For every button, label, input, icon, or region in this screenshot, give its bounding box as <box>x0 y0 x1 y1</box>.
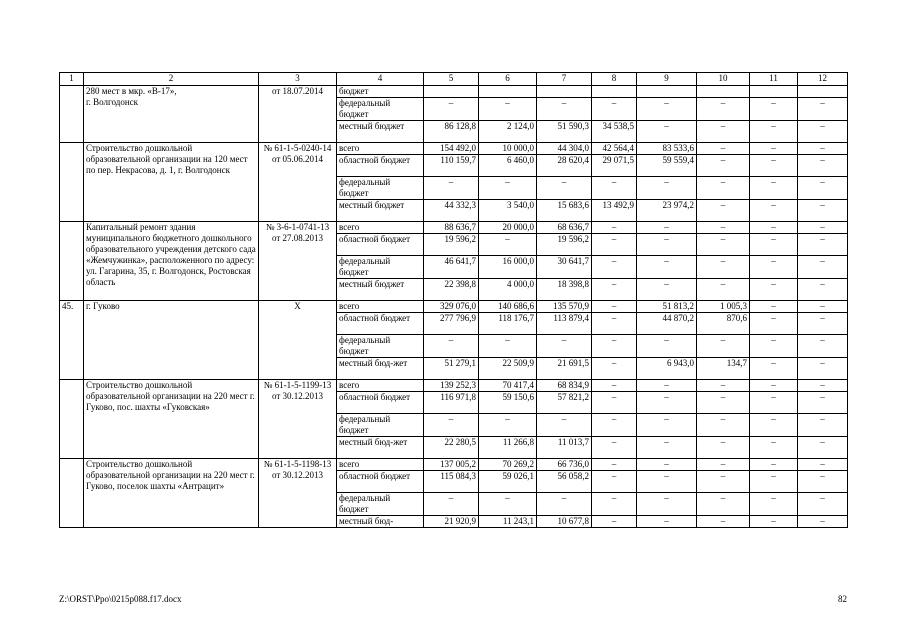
value-cell: 139 252,3 <box>424 380 479 392</box>
value-cell: – <box>750 279 798 301</box>
header-cell: 9 <box>637 73 697 86</box>
value-cell: 46 641,7 <box>424 256 479 279</box>
funding-source-cell: всего <box>337 143 424 155</box>
value-cell <box>479 86 537 98</box>
value-cell: – <box>637 437 697 459</box>
header-cell: 5 <box>424 73 479 86</box>
value-cell: – <box>697 414 750 437</box>
header-cell: 12 <box>798 73 848 86</box>
value-cell: – <box>637 279 697 301</box>
value-cell: 57 821,2 <box>537 392 592 414</box>
row-number-cell <box>60 222 84 301</box>
funding-source-cell: местный бюджет <box>337 279 424 301</box>
value-cell: – <box>697 516 750 528</box>
funding-source-cell: местный бюд-жет <box>337 437 424 459</box>
value-cell: – <box>637 493 697 516</box>
value-cell: – <box>592 234 637 256</box>
value-cell: 88 636,7 <box>424 222 479 234</box>
value-cell: – <box>537 493 592 516</box>
value-cell: – <box>750 98 798 121</box>
value-cell: – <box>798 155 848 177</box>
value-cell: 59 150,6 <box>479 392 537 414</box>
value-cell: 29 071,5 <box>592 155 637 177</box>
value-cell: 44 304,0 <box>537 143 592 155</box>
object-name-cell: Строительство дошкольной образовательной организации на 220 мест г. Гуково, пос. шахты «Гуковская» <box>84 380 259 459</box>
value-cell: – <box>592 301 637 313</box>
header-cell: 6 <box>479 73 537 86</box>
value-cell: – <box>592 335 637 358</box>
value-cell: – <box>637 414 697 437</box>
value-cell: – <box>637 459 697 471</box>
value-cell: – <box>697 256 750 279</box>
value-cell: – <box>637 335 697 358</box>
value-cell: – <box>637 471 697 493</box>
value-cell: 20 000,0 <box>479 222 537 234</box>
value-cell: 15 683,6 <box>537 200 592 222</box>
value-cell: 44 332,3 <box>424 200 479 222</box>
value-cell: – <box>697 155 750 177</box>
value-cell: – <box>798 414 848 437</box>
document-ref-cell: X <box>259 301 337 380</box>
value-cell: – <box>479 177 537 200</box>
value-cell: 116 971,8 <box>424 392 479 414</box>
value-cell: 19 596,2 <box>424 234 479 256</box>
funding-source-cell: федеральный бюджет <box>337 335 424 358</box>
value-cell: – <box>750 471 798 493</box>
value-cell: – <box>697 437 750 459</box>
funding-source-cell: бюджет <box>337 86 424 98</box>
value-cell: – <box>798 313 848 335</box>
value-cell: – <box>750 313 798 335</box>
funding-source-cell: местный бюджет <box>337 200 424 222</box>
document-ref-cell: № 61-1-5-1198-13 от 30.12.2013 <box>259 459 337 528</box>
funding-source-cell: местный бюджет <box>337 121 424 143</box>
value-cell: – <box>697 380 750 392</box>
value-cell: – <box>750 222 798 234</box>
value-cell: – <box>750 234 798 256</box>
funding-source-cell: федеральный бюджет <box>337 98 424 121</box>
funding-source-cell: областной бюджет <box>337 471 424 493</box>
value-cell: – <box>750 358 798 380</box>
table-row <box>60 380 848 392</box>
value-cell: – <box>697 121 750 143</box>
value-cell: – <box>424 335 479 358</box>
value-cell: 56 058,2 <box>537 471 592 493</box>
object-name-cell: Строительство дошкольной образовательной организации на 220 мест г. Гуково, поселок шахты «Антрацит» <box>84 459 259 528</box>
value-cell: 22 398,8 <box>424 279 479 301</box>
value-cell: – <box>798 279 848 301</box>
value-cell: – <box>637 392 697 414</box>
value-cell: – <box>750 301 798 313</box>
object-name-cell: Капитальный ремонт здания муниципального бюджетного дошкольного образовательного учреждения детского сада «Жемчужинка», расположенного по адресу: ул. Гагарина, 35, г. Волгодонск, Ростовская область <box>84 222 259 301</box>
value-cell: – <box>592 471 637 493</box>
value-cell: – <box>697 222 750 234</box>
value-cell: 134,7 <box>697 358 750 380</box>
value-cell: – <box>424 414 479 437</box>
document-ref-cell: № 3-6-1-0741-13 от 27.08.2013 <box>259 222 337 301</box>
value-cell: – <box>479 234 537 256</box>
table-row <box>60 143 848 155</box>
row-number-cell <box>60 86 84 143</box>
funding-source-cell: областной бюджет <box>337 155 424 177</box>
header-cell: 11 <box>750 73 798 86</box>
value-cell: 23 974,2 <box>637 200 697 222</box>
object-name-cell: Строительство дошкольной образовательной организации на 120 мест по пер. Некрасова, д. 1, г. Волгодонск <box>84 143 259 222</box>
value-cell: 11 243,1 <box>479 516 537 528</box>
value-cell: – <box>750 414 798 437</box>
value-cell: 51 813,2 <box>637 301 697 313</box>
value-cell: – <box>637 380 697 392</box>
value-cell: 154 492,0 <box>424 143 479 155</box>
value-cell: 34 538,5 <box>592 121 637 143</box>
value-cell: – <box>592 177 637 200</box>
value-cell: – <box>697 200 750 222</box>
value-cell: 51 279,1 <box>424 358 479 380</box>
value-cell: – <box>637 234 697 256</box>
value-cell: – <box>798 143 848 155</box>
value-cell: – <box>592 516 637 528</box>
row-number-cell <box>60 459 84 528</box>
value-cell: – <box>424 177 479 200</box>
value-cell: – <box>798 493 848 516</box>
value-cell: – <box>637 98 697 121</box>
value-cell: – <box>750 256 798 279</box>
value-cell <box>424 86 479 98</box>
value-cell: – <box>637 222 697 234</box>
value-cell: 113 879,4 <box>537 313 592 335</box>
value-cell: 70 269,2 <box>479 459 537 471</box>
value-cell: 6 943,0 <box>637 358 697 380</box>
value-cell: 28 620,4 <box>537 155 592 177</box>
value-cell: – <box>750 143 798 155</box>
value-cell: – <box>697 234 750 256</box>
value-cell: – <box>798 437 848 459</box>
header-row <box>60 73 848 86</box>
value-cell: 51 590,3 <box>537 121 592 143</box>
value-cell <box>537 86 592 98</box>
funding-source-cell: федеральный бюджет <box>337 177 424 200</box>
funding-source-cell: всего <box>337 380 424 392</box>
value-cell: – <box>592 98 637 121</box>
value-cell: 4 000,0 <box>479 279 537 301</box>
value-cell: – <box>750 155 798 177</box>
value-cell: – <box>697 279 750 301</box>
value-cell: – <box>798 222 848 234</box>
value-cell: 22 280,5 <box>424 437 479 459</box>
value-cell: – <box>637 177 697 200</box>
document-ref-cell: от 18.07.2014 <box>259 86 337 143</box>
value-cell: 137 005,2 <box>424 459 479 471</box>
header-cell: 4 <box>337 73 424 86</box>
value-cell: 70 417,4 <box>479 380 537 392</box>
value-cell: – <box>592 493 637 516</box>
value-cell: – <box>798 200 848 222</box>
value-cell: 18 398,8 <box>537 279 592 301</box>
value-cell: 10 000,0 <box>479 143 537 155</box>
value-cell: 2 124,0 <box>479 121 537 143</box>
value-cell: – <box>592 437 637 459</box>
header-cell: 8 <box>592 73 637 86</box>
value-cell: 329 076,0 <box>424 301 479 313</box>
value-cell: – <box>798 177 848 200</box>
value-cell: – <box>750 516 798 528</box>
value-cell: 1 005,3 <box>697 301 750 313</box>
value-cell: – <box>537 335 592 358</box>
value-cell: – <box>750 437 798 459</box>
table-row <box>60 86 848 98</box>
value-cell: 277 796,9 <box>424 313 479 335</box>
header-cell: 10 <box>697 73 750 86</box>
header-cell: 3 <box>259 73 337 86</box>
funding-source-cell: всего <box>337 459 424 471</box>
value-cell: – <box>537 177 592 200</box>
table-row <box>60 301 848 313</box>
object-name-cell: г. Гуково <box>84 301 259 380</box>
value-cell: – <box>798 516 848 528</box>
value-cell: – <box>750 380 798 392</box>
funding-source-cell: областной бюджет <box>337 392 424 414</box>
value-cell: 13 492,9 <box>592 200 637 222</box>
value-cell: – <box>798 358 848 380</box>
value-cell: – <box>750 177 798 200</box>
value-cell: 42 564,4 <box>592 143 637 155</box>
value-cell: – <box>697 335 750 358</box>
value-cell: – <box>697 471 750 493</box>
value-cell: – <box>424 98 479 121</box>
header-cell: 7 <box>537 73 592 86</box>
page-number: 82 <box>838 594 847 604</box>
value-cell: – <box>750 200 798 222</box>
value-cell: – <box>592 256 637 279</box>
value-cell <box>637 86 697 98</box>
value-cell: – <box>798 471 848 493</box>
value-cell: – <box>750 121 798 143</box>
row-number-cell <box>60 380 84 459</box>
value-cell: – <box>750 335 798 358</box>
value-cell: 21 920,9 <box>424 516 479 528</box>
funding-source-cell: федеральный бюджет <box>337 256 424 279</box>
value-cell: – <box>798 392 848 414</box>
footer-file-path: Z:\ORST\Ppo\0215p088.f17.docx <box>59 594 182 604</box>
value-cell: – <box>750 392 798 414</box>
value-cell: – <box>798 459 848 471</box>
value-cell <box>697 86 750 98</box>
value-cell <box>750 86 798 98</box>
value-cell: 59 026,1 <box>479 471 537 493</box>
value-cell: 115 084,3 <box>424 471 479 493</box>
header-cell: 1 <box>60 73 84 86</box>
value-cell: – <box>479 414 537 437</box>
value-cell: 6 460,0 <box>479 155 537 177</box>
value-cell: – <box>798 301 848 313</box>
value-cell: – <box>592 392 637 414</box>
row-number-cell: 45. <box>60 301 84 380</box>
object-name-cell: 280 мест в мкр. «В-17», г. Волгодонск <box>84 86 259 143</box>
funding-source-cell: всего <box>337 222 424 234</box>
value-cell: 870,6 <box>697 313 750 335</box>
value-cell: – <box>637 256 697 279</box>
value-cell: – <box>697 459 750 471</box>
value-cell: – <box>697 98 750 121</box>
funding-source-cell: местный бюд-жет <box>337 358 424 380</box>
value-cell: – <box>479 335 537 358</box>
value-cell: 10 677,8 <box>537 516 592 528</box>
value-cell <box>798 86 848 98</box>
value-cell: – <box>592 380 637 392</box>
value-cell: 22 509,9 <box>479 358 537 380</box>
document-ref-cell: № 61-1-5-0240-14 от 05.06.2014 <box>259 143 337 222</box>
value-cell: 68 834,9 <box>537 380 592 392</box>
value-cell: 11 013,7 <box>537 437 592 459</box>
value-cell: – <box>592 459 637 471</box>
value-cell: – <box>637 516 697 528</box>
funding-source-cell: областной бюджет <box>337 234 424 256</box>
value-cell: 135 570,9 <box>537 301 592 313</box>
value-cell: – <box>479 493 537 516</box>
value-cell: 86 128,8 <box>424 121 479 143</box>
value-cell: 118 176,7 <box>479 313 537 335</box>
value-cell: – <box>798 335 848 358</box>
value-cell: 30 641,7 <box>537 256 592 279</box>
value-cell: 66 736,0 <box>537 459 592 471</box>
value-cell: 21 691,5 <box>537 358 592 380</box>
funding-source-cell: всего <box>337 301 424 313</box>
value-cell: 59 559,4 <box>637 155 697 177</box>
value-cell: – <box>798 121 848 143</box>
value-cell: 19 596,2 <box>537 234 592 256</box>
value-cell: – <box>537 414 592 437</box>
budget-table <box>59 72 848 528</box>
value-cell: 140 686,6 <box>479 301 537 313</box>
funding-source-cell: федеральный бюджет <box>337 493 424 516</box>
value-cell: 11 266,8 <box>479 437 537 459</box>
document-ref-cell: № 61-1-5-1199-13 от 30.12.2013 <box>259 380 337 459</box>
value-cell: 110 159,7 <box>424 155 479 177</box>
value-cell: – <box>697 177 750 200</box>
row-number-cell <box>60 143 84 222</box>
value-cell: – <box>479 98 537 121</box>
value-cell: – <box>592 313 637 335</box>
funding-source-cell: областной бюджет <box>337 313 424 335</box>
value-cell: 68 636,7 <box>537 222 592 234</box>
value-cell: – <box>798 256 848 279</box>
value-cell: – <box>592 279 637 301</box>
table-row <box>60 459 848 471</box>
value-cell: – <box>798 234 848 256</box>
value-cell: 16 000,0 <box>479 256 537 279</box>
value-cell: – <box>424 493 479 516</box>
value-cell: – <box>697 493 750 516</box>
header-cell: 2 <box>84 73 259 86</box>
value-cell: – <box>750 493 798 516</box>
value-cell: – <box>798 380 848 392</box>
value-cell: – <box>697 143 750 155</box>
funding-source-cell: местный бюд- <box>337 516 424 528</box>
value-cell <box>592 86 637 98</box>
value-cell: – <box>592 358 637 380</box>
table-row <box>60 222 848 234</box>
value-cell: – <box>592 222 637 234</box>
value-cell: – <box>592 414 637 437</box>
value-cell: – <box>537 98 592 121</box>
value-cell: – <box>798 98 848 121</box>
funding-source-cell: федеральный бюджет <box>337 414 424 437</box>
value-cell: – <box>697 392 750 414</box>
value-cell: 3 540,0 <box>479 200 537 222</box>
value-cell: 83 533,6 <box>637 143 697 155</box>
value-cell: – <box>750 459 798 471</box>
value-cell: 44 870,2 <box>637 313 697 335</box>
value-cell: – <box>637 121 697 143</box>
